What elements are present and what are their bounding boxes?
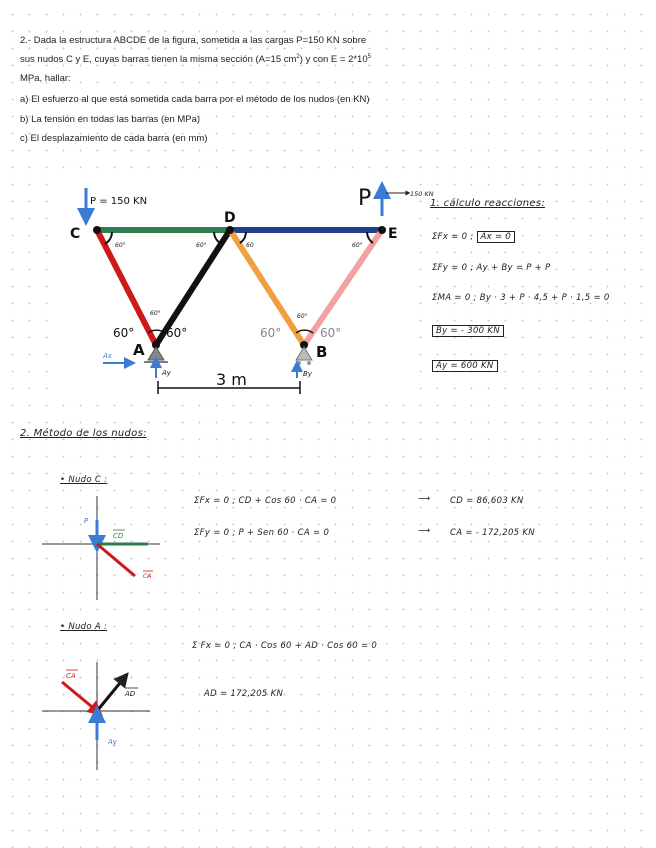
reactions-eq-fy: ΣFy = 0 ; Ay + By = P + P [432, 263, 551, 273]
problem-item-a: a) El esfuerzo al que está sometida cada barra por el método de los nudos (en KN) [20, 94, 370, 105]
label-span: 3 m [216, 370, 247, 389]
problem-line-2-text: sus nudos C y E, cuyas barras tienen la misma sección (A=15 cm [20, 54, 297, 66]
reactions-eq-fx-text: ΣFx = 0 ; [432, 232, 474, 242]
node-c-title: • Nudo C : [60, 475, 108, 485]
node-c-joint [93, 226, 101, 234]
label-angle-d-left: 60° [196, 242, 207, 249]
diag-a-label-ad: AD [125, 690, 136, 698]
label-node-c: C [70, 226, 81, 242]
node-d-joint [226, 226, 234, 234]
problem-item-b: b) La tensión en todas las barras (en MPa) [20, 114, 201, 125]
reactions-result-by: By = - 300 KN [432, 325, 504, 337]
label-angle-e: 60° [352, 242, 363, 249]
label-node-e: E [388, 226, 398, 242]
label-right-load-value: 150 KN [410, 190, 434, 198]
node-a-eq-fx: Σ Fx = 0 ; CA · Cos 60 + AD · Cos 60 = 0 [192, 641, 378, 651]
problem-sup-modulus: 5 [367, 54, 371, 60]
diag-a-ca-arrow [62, 682, 97, 711]
diag-a-label-ay: Ay [108, 738, 117, 746]
diag-c-label-ca: CA [143, 573, 152, 580]
diag-c-label-cd: CD [113, 532, 124, 540]
problem-line-1: 2.- Dada la estructura ABCDE de la figura, sometida a las cargas P=150 KN sobre [20, 35, 367, 46]
label-p-right: P [358, 186, 372, 211]
node-c-eq-fy-arrow: ⟶ [418, 526, 431, 536]
label-angle-b-top: 60° [297, 313, 308, 320]
reactions-eq-fx [432, 232, 515, 242]
label-angle-b-right: 60° [320, 326, 342, 340]
label-reaction-by: By [303, 370, 312, 378]
label-node-d: D [224, 210, 236, 226]
reactions-eq-moment: ΣMA = 0 ; By · 3 + P · 4,5 + P · 1,5 = 0 [432, 293, 610, 303]
label-p-left [90, 196, 147, 207]
label-node-b: B [316, 343, 328, 361]
label-angle-c: 60° [115, 242, 126, 249]
node-e-joint [378, 226, 386, 234]
label-angle-d-right: 60 [246, 242, 254, 249]
label-angle-a-top: 60° [150, 310, 161, 317]
label-angle-b-left: 60° [260, 326, 282, 340]
support-b-roller-1 [297, 361, 301, 365]
problem-sup-area: 2 [296, 54, 300, 60]
problem-item-c: c) El desplazamiento de cada barra (en mm) [20, 133, 208, 144]
problem-line-2-mid: ) y con E = 2*10 [299, 54, 368, 66]
diag-a-ad-arrow [97, 678, 124, 711]
node-c-eq-fx-arrow: ⟶ [418, 494, 431, 504]
support-b-roller-2 [307, 361, 311, 365]
label-node-a: A [133, 341, 145, 359]
node-c-result-ca: CA = - 172,205 KN [450, 528, 535, 538]
label-angle-a-left: 60° [113, 326, 135, 340]
problem-line-3: MPa, hallar: [20, 73, 71, 84]
label-p-left-value: P = 150 KN [90, 196, 148, 207]
reactions-result-ax: Ax = 0 [477, 231, 516, 243]
reactions-result-ay: Ay = 600 KN [432, 360, 498, 372]
diag-c-label-p: P [84, 517, 89, 525]
node-a-result-ad: AD = 172,205 KN [204, 689, 284, 699]
label-reaction-ax: Ax [103, 352, 112, 360]
node-c-result-cd: CD = 86,603 KN [450, 496, 524, 506]
diag-a-label-ca: CA [66, 672, 76, 680]
label-angle-a-right: 60° [166, 326, 188, 340]
label-reaction-ay: Ay [162, 369, 171, 377]
node-c-eq-fy: ΣFy = 0 ; P + Sen 60 · CA = 0 [194, 528, 330, 538]
nodes-method-heading: 2. Método de los nudos: [20, 428, 147, 439]
node-c-eq-fx: ΣFx = 0 ; CD + Cos 60 · CA = 0 [194, 496, 337, 506]
node-a-title: • Nudo A : [60, 622, 108, 632]
diag-c-ca-arrow [97, 544, 135, 576]
reactions-heading: 1. cálculo reacciones: [430, 198, 545, 209]
